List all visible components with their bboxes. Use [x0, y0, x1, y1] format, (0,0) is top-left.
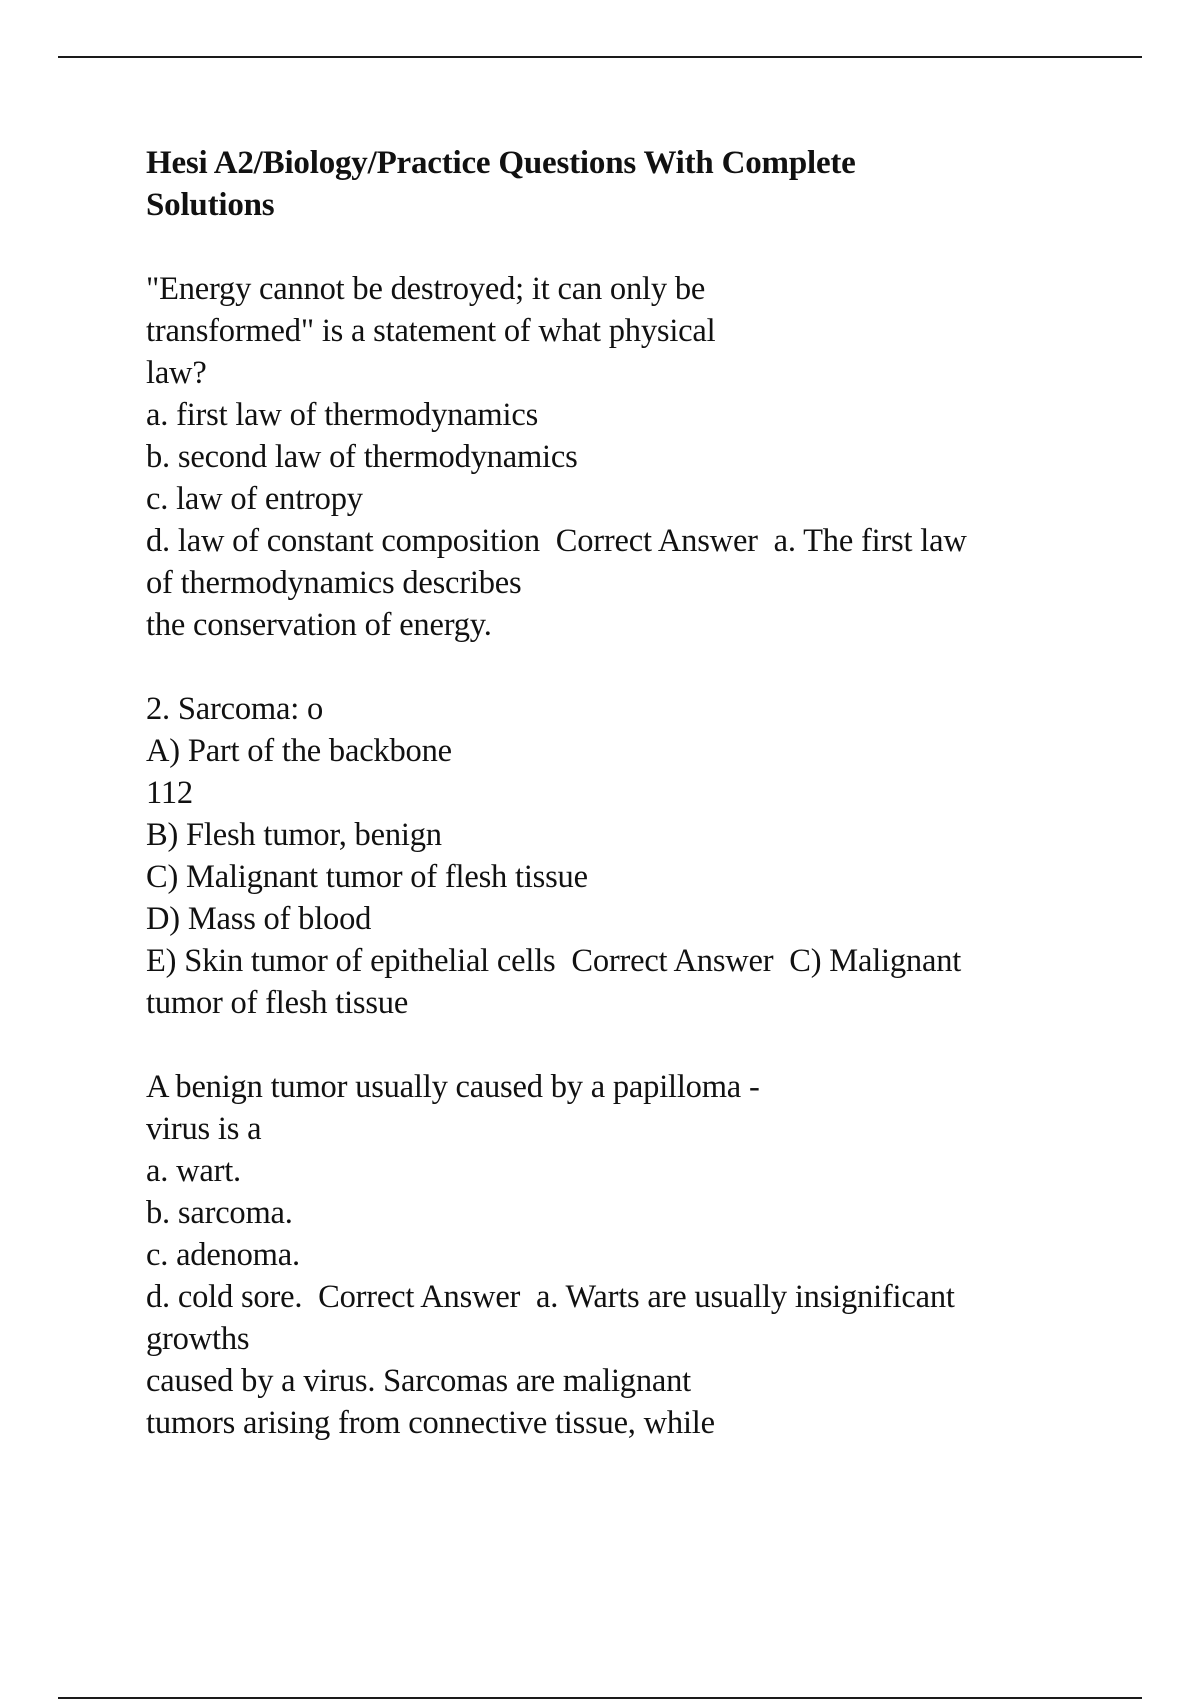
document-body [146, 142, 1106, 1486]
answer-option: a. first law of thermodynamics [146, 397, 539, 433]
answer-explanation: tumor of flesh tissue [146, 985, 409, 1021]
stray-text: 112 [146, 775, 193, 811]
question-text: law? [146, 355, 207, 391]
top-rule [58, 56, 1142, 58]
answer-option: c. adenoma. [146, 1237, 300, 1273]
answer-explanation: the conservation of energy. [146, 607, 492, 643]
answer-option: A) Part of the backbone [146, 733, 452, 769]
answer-option: b. second law of thermodynamics [146, 439, 578, 475]
answer-option: C) Malignant tumor of flesh tissue [146, 859, 588, 895]
answer-explanation: of thermodynamics describes [146, 565, 522, 601]
answer-option: a. wart. [146, 1153, 241, 1189]
answer-explanation: caused by a virus. Sarcomas are malignant [146, 1363, 692, 1399]
answer-option-with-correct-answer: d. law of constant composition Correct Answer a. The first law [146, 523, 967, 559]
question-energy-law [146, 268, 1106, 646]
answer-explanation: growths [146, 1321, 250, 1357]
question-text: 2. Sarcoma: o [146, 691, 324, 727]
question-text: transformed" is a statement of what physical [146, 313, 716, 349]
question-wart [146, 1066, 1106, 1444]
answer-option: D) Mass of blood [146, 901, 372, 937]
question-text: "Energy cannot be destroyed; it can only be [146, 271, 706, 307]
title-line: Solutions [146, 187, 275, 223]
question-text: virus is a [146, 1111, 262, 1147]
answer-option: B) Flesh tumor, benign [146, 817, 442, 853]
answer-option-with-correct-answer: d. cold sore. Correct Answer a. Warts are usually insignificant [146, 1279, 955, 1315]
answer-option: b. sarcoma. [146, 1195, 293, 1231]
title-line: Hesi A2/Biology/Practice Questions With Complete [146, 145, 856, 181]
question-sarcoma [146, 688, 1106, 1024]
question-text: A benign tumor usually caused by a papilloma - [146, 1069, 760, 1105]
answer-explanation: tumors arising from connective tissue, while [146, 1405, 715, 1441]
answer-option: c. law of entropy [146, 481, 363, 517]
document-title [146, 142, 1106, 226]
bottom-rule [58, 1697, 1142, 1699]
answer-option-with-correct-answer: E) Skin tumor of epithelial cells Correct Answer C) Malignant [146, 943, 962, 979]
